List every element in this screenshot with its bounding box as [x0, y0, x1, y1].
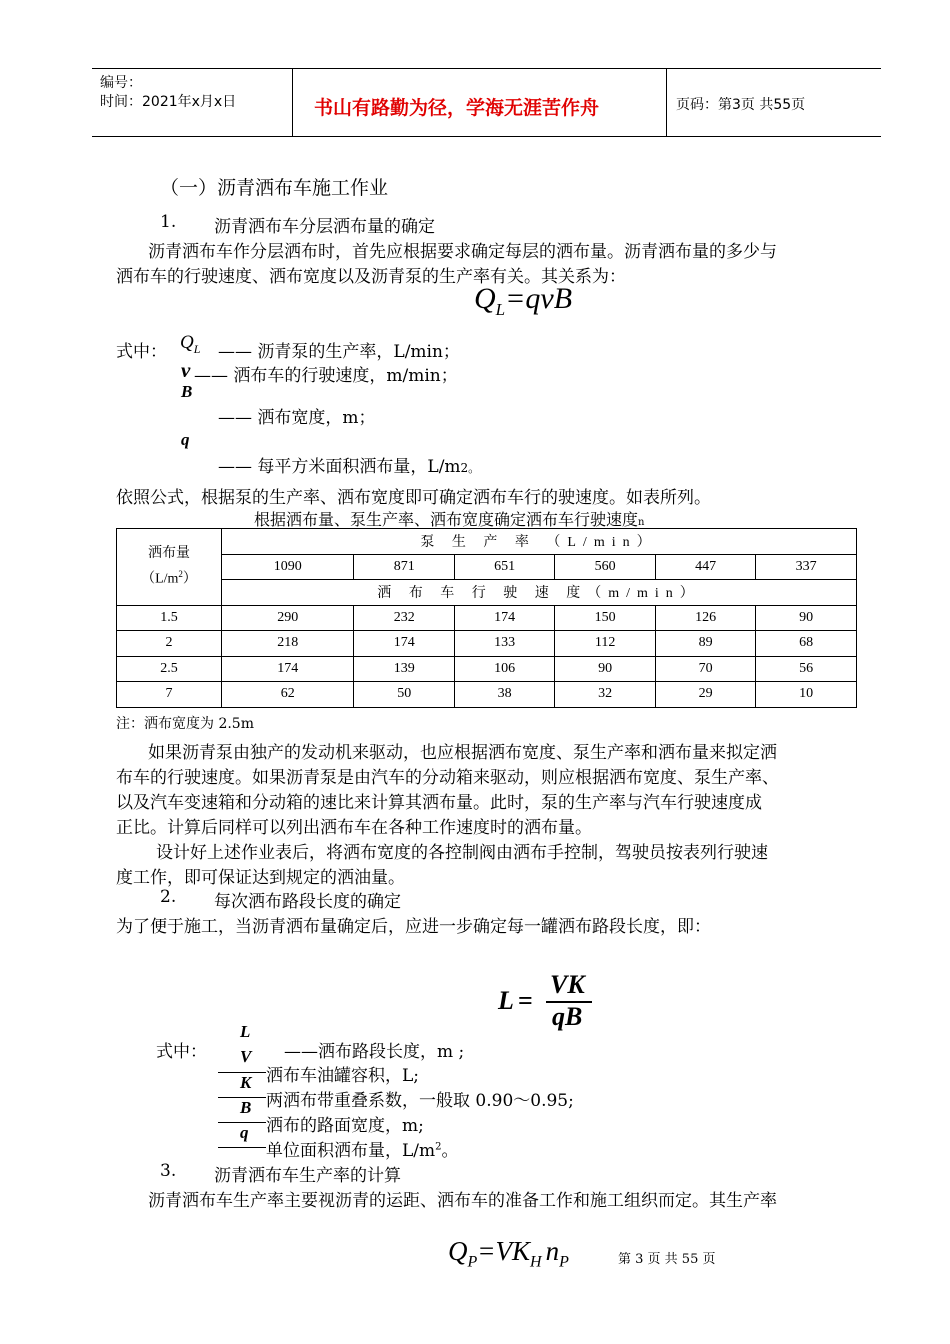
speed-cell: 126 — [655, 605, 755, 631]
speed-cell: 29 — [655, 682, 755, 708]
speed-cell: 150 — [555, 605, 655, 631]
speed-cell: 218 — [222, 631, 354, 657]
table-row — [117, 682, 857, 708]
formula-2-equals: = — [518, 986, 533, 1015]
pump-rate-header: 泵 生 产 率 （L/min） — [222, 529, 857, 555]
paragraph-1-line-1: 沥青洒布车作分层洒布时，首先应根据要求确定每层的洒布量。沥青洒布量的多少与 — [148, 242, 777, 262]
defs-2-k-text: 两洒布带重叠系数，一般取 0.90～0.95; — [266, 1091, 574, 1111]
defs-2-v-symbol: V — [240, 1047, 252, 1066]
subheading-3-title: 沥青洒布车生产率的计算 — [214, 1166, 401, 1186]
speed-cell: 112 — [555, 631, 655, 657]
formula-1-sub: L — [495, 300, 506, 319]
pump-value: 651 — [454, 554, 554, 580]
pump-values-row — [117, 554, 857, 580]
rate-cell: 2 — [117, 631, 222, 657]
speed-cell: 70 — [655, 656, 755, 682]
section-title: （一）沥青洒布车施工作业 — [160, 177, 389, 199]
rate-cell: 1.5 — [117, 605, 222, 631]
pump-value: 560 — [555, 554, 655, 580]
defs-2-q-rule — [218, 1147, 266, 1148]
defs-2-l-text: ——洒布路段长度，m ; — [284, 1042, 465, 1062]
formula-1-rhs: =qvB — [505, 282, 573, 315]
table-note: 注：洒布宽度为 2.5m — [116, 716, 254, 732]
speed-cell: 174 — [222, 656, 354, 682]
speed-header: 洒 布 车 行 驶 速 度（m/min） — [222, 580, 857, 606]
table-caption: 根据洒布量、泵生产率、洒布宽度确定洒布车行驶速度n — [254, 510, 645, 529]
speed-cell: 38 — [454, 682, 554, 708]
formula-2-numerator: VK — [550, 970, 585, 999]
header-page-info: 页码：第3页 共55页 — [676, 97, 806, 113]
header-bottom-rule — [92, 136, 881, 137]
defs-1-q-small-text: —— 每平方米面积洒布量，L/m2。 — [218, 457, 481, 477]
paragraph-4-line-2: 度工作，即可保证达到规定的洒油量。 — [116, 868, 405, 888]
defs-1-b-text: —— 洒布宽度，m； — [218, 408, 376, 428]
subheading-3-number: 3. — [160, 1161, 177, 1181]
defs-2-b-symbol: B — [240, 1098, 252, 1117]
rate-cell: 2.5 — [117, 656, 222, 682]
paragraph-2: 依照公式，根据泵的生产率、洒布宽度即可确定洒布车行的驶速度。如表所列。 — [116, 488, 711, 508]
footer-page-number: 第 3 页 共 55 页 — [618, 1252, 716, 1267]
formula-2-denominator: qB — [552, 1002, 583, 1031]
defs-1-v-text: —— 洒布车的行驶速度，m/min； — [194, 366, 458, 386]
speed-cell: 32 — [555, 682, 655, 708]
defs-1-q-symbol: $Q_L$ — [180, 332, 201, 356]
defs-2-k-symbol: K — [240, 1073, 252, 1092]
formula-1 — [474, 282, 572, 320]
subheading-2-title: 每次洒布路段长度的确定 — [214, 892, 401, 912]
speed-cell: 174 — [354, 631, 454, 657]
defs-2-q-symbol: q — [240, 1123, 249, 1142]
paragraph-3-line-4: 正比。计算后同样可以列出洒布车在各种工作速度时的洒布量。 — [116, 818, 592, 838]
speed-cell: 68 — [756, 631, 857, 657]
speed-cell: 133 — [454, 631, 554, 657]
header-motto: 书山有路勤为径，学海无涯苦作舟 — [314, 97, 600, 119]
defs-2-q-text: 单位面积洒布量，$L/m^2$。 — [266, 1141, 459, 1161]
defs-1-prefix: 式中： — [116, 342, 167, 362]
speed-cell: 10 — [756, 682, 857, 708]
header-divider-right — [666, 68, 667, 136]
subheading-1-number: 1. — [160, 212, 177, 232]
subheading-1-title: 沥青洒布车分层洒布量的确定 — [214, 217, 435, 237]
table-row — [117, 605, 857, 631]
pump-value: 871 — [354, 554, 454, 580]
pump-value: 1090 — [222, 554, 354, 580]
rate-cell: 7 — [117, 682, 222, 708]
defs-2-l-symbol: L — [240, 1022, 251, 1041]
defs-2-v-text: 洒布车油罐容积，L; — [266, 1066, 420, 1086]
defs-1-v-symbol: v — [181, 358, 191, 382]
defs-2-prefix: 式中： — [156, 1042, 207, 1062]
speed-cell: 90 — [555, 656, 655, 682]
speed-cell: 290 — [222, 605, 354, 631]
formula-1-lhs: Q — [474, 282, 496, 315]
speed-cell: 139 — [354, 656, 454, 682]
header-top-rule — [92, 68, 881, 69]
paragraph-4-line-1: 设计好上述作业表后，将洒布宽度的各控制阀由洒布手控制，驾驶员按表列行驶速 — [156, 843, 768, 863]
table-row-header: 洒布量 $(L/m^2)$ — [117, 529, 222, 606]
defs-1-q-text: —— 沥青泵的生产率，L/min； — [218, 342, 460, 362]
formula-3: $Q_P=VK_H$ $n_P$ — [448, 1236, 569, 1271]
header-number-label: 编号： — [100, 75, 142, 91]
paragraph-3-line-1: 如果沥青泵由独产的发动机来驱动，也应根据洒布宽度、泵生产率和洒布量来拟定洒 — [148, 743, 777, 763]
paragraph-3-line-2: 布车的行驶速度。如果沥青泵是由汽车的分动箱来驱动，则应根据洒布宽度、泵生产率、 — [116, 768, 779, 788]
paragraph-5: 为了便于施工，当沥青洒布量确定后，应进一步确定每一罐洒布路段长度，即： — [116, 917, 711, 937]
subheading-2-number: 2. — [160, 887, 177, 907]
speed-cell: 62 — [222, 682, 354, 708]
speed-cell: 50 — [354, 682, 454, 708]
formula-2-lhs: L — [498, 986, 514, 1015]
speed-cell: 174 — [454, 605, 554, 631]
pump-value: 447 — [655, 554, 755, 580]
speed-cell: 232 — [354, 605, 454, 631]
speed-cell: 89 — [655, 631, 755, 657]
paragraph-6: 沥青洒布车生产率主要视沥青的运距、洒布车的准备工作和施工组织而定。其生产率 — [148, 1191, 777, 1211]
speed-table — [116, 528, 857, 708]
header-divider-left — [292, 68, 293, 136]
paragraph-3-line-3: 以及汽车变速箱和分动箱的速比来计算其洒布量。此时，泵的生产率与汽车行驶速度成 — [116, 793, 762, 813]
defs-1-q-small-symbol: q — [181, 430, 190, 449]
defs-2-b-text: 洒布的路面宽度，m; — [266, 1116, 424, 1136]
header-time: 时间：2021年x月x日 — [100, 94, 237, 110]
pump-value: 337 — [756, 554, 857, 580]
defs-1-b-symbol: B — [181, 382, 193, 401]
table-row — [117, 656, 857, 682]
speed-cell: 90 — [756, 605, 857, 631]
table-row — [117, 631, 857, 657]
paragraph-1-line-2: 洒布车的行驶速度、洒布宽度以及沥青泵的生产率有关。其关系为： — [116, 267, 626, 287]
speed-cell: 56 — [756, 656, 857, 682]
speed-cell: 106 — [454, 656, 554, 682]
